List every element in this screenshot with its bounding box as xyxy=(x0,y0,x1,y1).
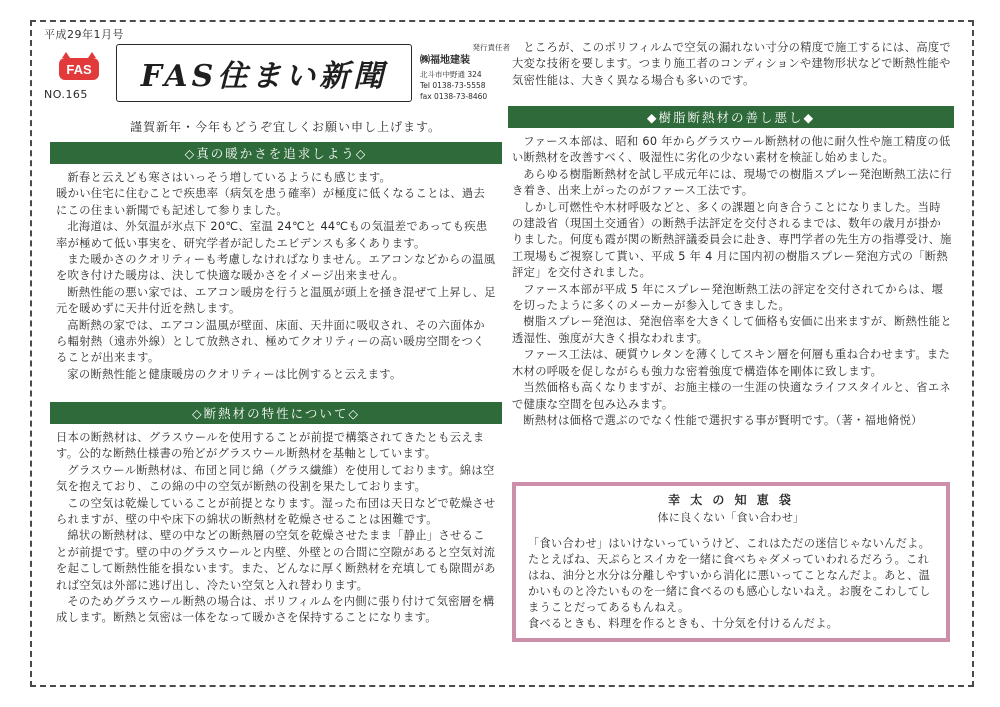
paragraph: ところが、このポリフィルムで空気の漏れない寸分の精度で施工するには、高度で大変な技術を要します。つまり施工者のコンディションや建物形状などで断熱性能や気密性能は、大きく異なる場合も多いのです。 xyxy=(512,41,952,87)
sidebox-line: たとえばね、天ぷらとスイカを一緒に食べちゃダメっていわれるだろう。これはね、油分と水分は分離しやすいから消化に悪いってことなんだよ。あと、温かいものと冷たいものを一緒に食べるのも感心しないねえ。お腹をこわしてしまうことだってあるもんねえ。 xyxy=(528,553,931,614)
paragraph: 新春と云えども寒さはいっそう増しているようにも感じます。 xyxy=(67,171,392,184)
masthead xyxy=(116,44,412,102)
right-top-body xyxy=(512,40,952,89)
paragraph: グラスウール断熱材は、布団と同じ綿（グラス繊維）を使用しております。綿は空気を抱えており、この綿の中の空気が断熱の役割を果たしております。 xyxy=(56,463,495,494)
sidebox-subtitle: 体に良くない「食い合わせ」 xyxy=(657,511,805,524)
company-address: 北斗市中野通 324 xyxy=(420,70,482,79)
publisher-info xyxy=(420,42,510,102)
paragraph: 高断熱の家では、エアコン温風が壁面、床面、天井面に吸収され、その六面体から輻射熱（遠赤外線）として放熱され、極めてクオリティーの高い暖房空間をつくることが出来ます。 xyxy=(56,318,485,365)
new-year-greeting: 謹賀新年・今年もどうぞ宜しくお願い申し上げます。 xyxy=(130,120,442,134)
section2-body xyxy=(56,430,496,627)
logo-text: FAS xyxy=(66,62,92,77)
company-tel: Tel 0138-73-5558 xyxy=(420,81,486,90)
sidebox-line: 食べるときも、料理を作るときも、十分気を付けるんだよ。 xyxy=(528,617,839,630)
paragraph: 当然価格も高くなりますが、お施主様の一生涯の快適なライフスタイルと、省エネで健康な空間を包み込みます。 xyxy=(512,381,952,411)
paragraph: 樹脂スプレー発泡は、発泡倍率を大きくして価格も安価に出来ますが、断熱性能と透湿性、強度が大きく損なわれます。 xyxy=(512,315,952,345)
section3-heading: ◆樹脂断熱材の善し悪し◆ xyxy=(508,106,954,128)
section1-heading: ◇真の暖かさを追求しよう◇ xyxy=(50,142,502,164)
paragraph: 家の断熱性能と健康暖房のクオリティーは比例すると云えます。 xyxy=(67,367,402,381)
fas-logo xyxy=(56,50,102,82)
paragraph: 日本の断熱材は、グラスウールを使用することが前提で構築されてきたとも云えます。公的な断熱仕様書の殆どがグラスウール断熱材を基軸としています。 xyxy=(56,431,485,461)
paragraph: あらゆる樹脂断熱材を試し平成元年には、現場での樹脂スプレー発泡断熱工法に行き着き、出来上がったのがファース工法です。 xyxy=(512,167,952,198)
sidebox-title: 幸 太 の 知 恵 袋 xyxy=(668,493,794,507)
issue-date: 平成29年1月号 xyxy=(44,28,124,41)
masthead-title: FAS住まい新聞 xyxy=(140,59,388,94)
chie-bukuro-box xyxy=(512,482,950,642)
paragraph: ファース本部が平成 5 年にスプレー発泡断熱工法の評定を交付されてからは、堰を切ったように多くのメーカーが参入してきました。 xyxy=(512,282,944,313)
publisher-label: 発行責任者 xyxy=(472,43,510,52)
paragraph: 断熱性能の悪い家では、エアコン暖房を行うと温風が頭上を掻き混ぜて上昇し、足元を暖めずに天井付近を熱します。 xyxy=(56,285,496,316)
paragraph: 暖かい住宅に住むことで疾患率（病気を患う確率）が極度に低くなることは、過去にこの住まい新聞でも記述して参りました。 xyxy=(56,187,486,217)
paragraph: また暖かさのクオリティーも考慮しなければなりません。エアコンなどからの温風を吹き付けた暖房は、決して快適な暖かさをイメージ出来ません。 xyxy=(56,253,496,283)
paragraph: 北海道は、外気温が氷点下 20℃、室温 24℃と 44℃もの気温差であっても疾患率が極めて低い事実を、研究学者が記したエビデンスも多くあります。 xyxy=(56,220,488,250)
company-fax: fax 0138-73-8460 xyxy=(420,92,488,101)
paragraph: しかし可燃性や木材呼吸などと、多くの課題と向き合うことになりました。当時の建設省（現国土交通省）の断熱手法評定を交付されるまでは、数年の歳月が掛かりました。何度も霞が関の断熱評議委員会に赴き、専門学者の先生方の指導受け、施工現場もご視察して貰い、平成 5 年 4 月に国内初の樹脂スプレー発泡方式の「断熱評定」を交付されました。 xyxy=(512,200,952,280)
section1-body xyxy=(56,170,496,383)
paragraph: ファース本部は、昭和 60 年からグラスウール断熱材の他に耐久性や施工精度の低い断熱材を改善すべく、吸湿性に劣化の少ない素材を検証し始めました。 xyxy=(512,135,951,165)
section2-heading: ◇断熱材の特性について◇ xyxy=(50,402,502,424)
paragraph: そのためグラスウール断熱の場合は、ポリフィルムを内側に張り付けて気密層を構成します。断熱と気密は一体をなって暖かさを保持することになります。 xyxy=(56,595,495,625)
paragraph: ファース工法は、硬質ウレタンを薄くしてスキン層を何層も重ね合わせます。また木材の呼吸を促しながらも強力な密着強度で構造体を剛体に致します。 xyxy=(512,348,951,378)
company-name: ㈱福地建装 xyxy=(420,55,470,66)
paragraph: 綿状の断熱材は、壁の中などの断熱層の空気を乾燥させたまま「静止」させることが前提です。壁の中のグラスウールと内壁、外壁との合間に空隙があると空気対流を起こして断熱性能を損ないます。また、どんなに厚く断熱材を充填しても隙間があれば空気は外部に逃げ出し、冷たい空気と入れ替わります。 xyxy=(56,529,496,592)
paragraph: この空気は乾燥していることが前提となります。湿った布団は天日などで乾燥させられますが、壁の中や床下の綿状の断熱材を乾燥させることは困難です。 xyxy=(56,496,496,527)
sidebox-line: 「食い合わせ」はいけないっていうけど、これはただの迷信じゃないんだよ。 xyxy=(528,537,931,550)
section3-body xyxy=(512,134,952,429)
issue-number: NO.165 xyxy=(44,88,88,101)
paragraph: 断熱材は価格で選ぶのでなく性能で選択する事が賢明です。（著・福地脩悦） xyxy=(523,413,923,427)
